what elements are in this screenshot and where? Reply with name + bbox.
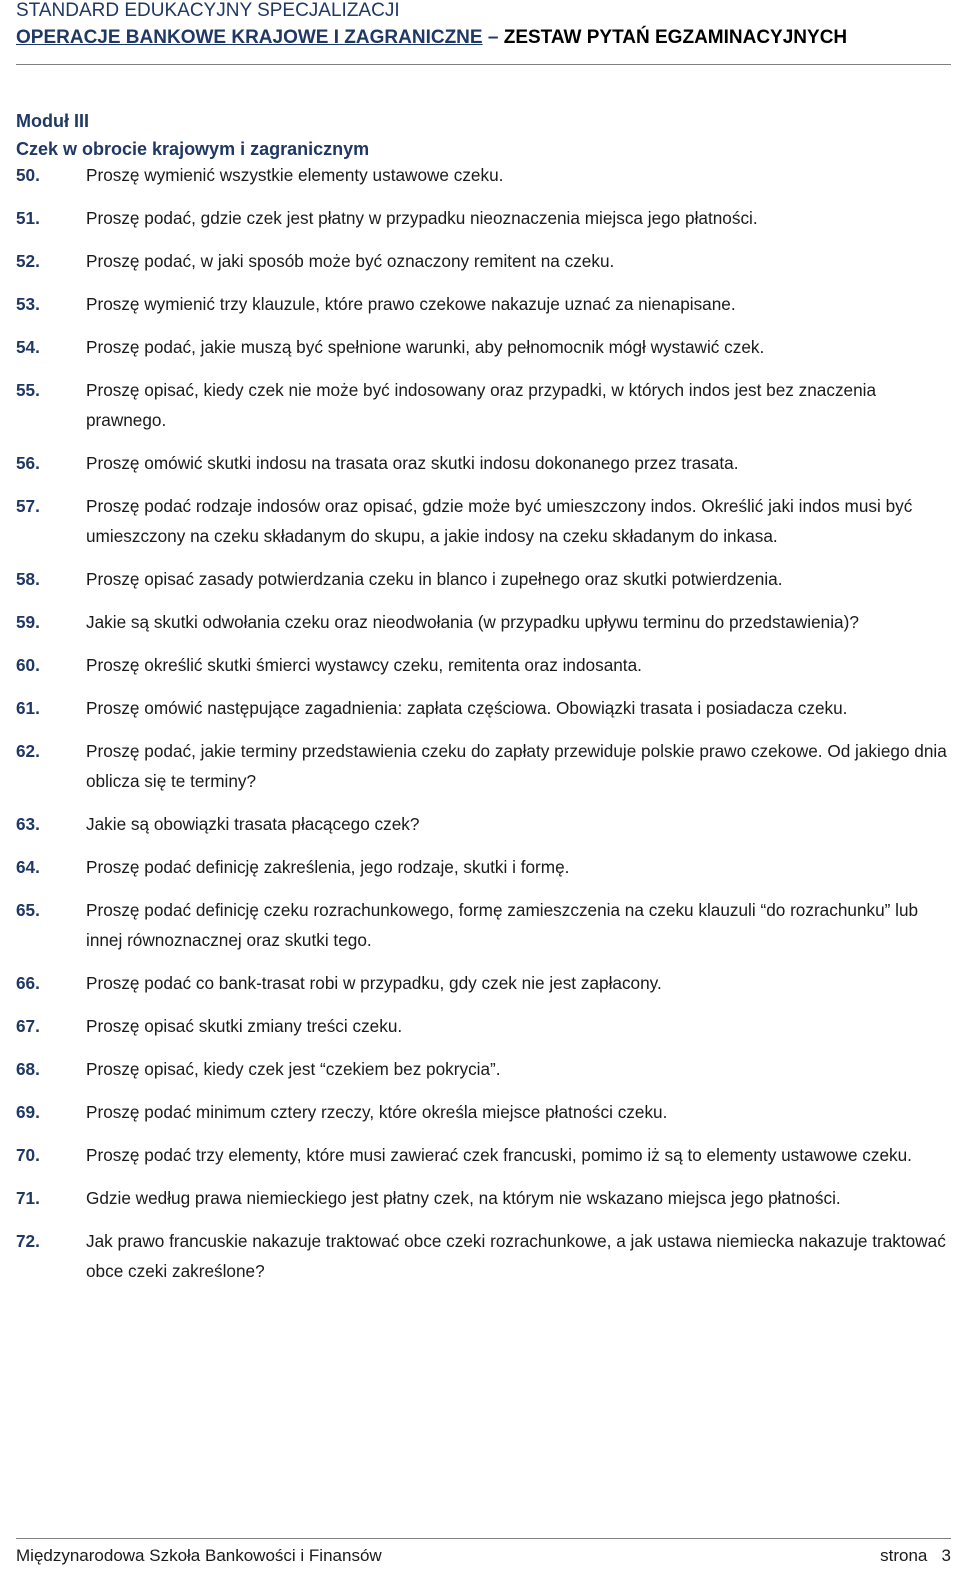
question-text: Proszę omówić następujące zagadnienia: zapłata częściowa. Obowiązki trasata i posiadacza czeku. — [86, 698, 848, 718]
question-number: 51. — [16, 208, 40, 228]
question-text: Proszę opisać skutki zmiany treści czeku. — [86, 1016, 403, 1036]
footer-school-name: Międzynarodowa Szkoła Bankowości i Finansów — [16, 1546, 382, 1565]
question-number: 58. — [16, 569, 40, 589]
question-text: Proszę opisać, kiedy czek jest “czekiem bez pokrycia”. — [86, 1059, 501, 1079]
question-item — [16, 852, 951, 882]
question-text: Proszę podać, jakie muszą być spełnione warunki, aby pełnomocnik mógł wystawić czek. — [86, 337, 765, 357]
question-number: 50. — [16, 165, 40, 185]
footer-page-number: 3 — [941, 1546, 951, 1565]
header-standard-title: STANDARD EDUKACYJNY SPECJALIZACJI — [16, 0, 400, 21]
question-item — [16, 809, 951, 839]
question-number: 53. — [16, 294, 40, 314]
question-text: Proszę wymienić trzy klauzule, które prawo czekowe nakazuje uznać za nienapisane. — [86, 294, 736, 314]
question-number: 54. — [16, 337, 40, 357]
question-text: Proszę podać minimum cztery rzeczy, które określa miejsce płatności czeku. — [86, 1102, 668, 1122]
question-number: 56. — [16, 453, 40, 473]
question-text: Proszę podać co bank-trasat robi w przypadku, gdy czek nie jest zapłacony. — [86, 973, 662, 993]
question-item — [16, 491, 951, 551]
question-item — [16, 332, 951, 362]
question-item — [16, 1054, 951, 1084]
question-text: Proszę podać trzy elementy, które musi zawierać czek francuski, pomimo iż są to elementy ustawowe czeku. — [86, 1145, 912, 1165]
question-item — [16, 736, 951, 796]
question-item — [16, 895, 951, 955]
header-specialization-name: OPERACJE BANKOWE KRAJOWE I ZAGRANICZNE — [16, 27, 483, 48]
question-text: Proszę opisać, kiedy czek nie może być indosowany oraz przypadki, w których indos jest bez znaczenia prawnego. — [86, 380, 877, 430]
question-number: 68. — [16, 1059, 40, 1079]
header-specialization-title — [16, 26, 951, 50]
question-item — [16, 650, 951, 680]
question-number: 69. — [16, 1102, 40, 1122]
question-number: 64. — [16, 857, 40, 877]
question-number: 60. — [16, 655, 40, 675]
page-footer — [16, 1543, 951, 1569]
question-number: 55. — [16, 380, 40, 400]
question-item — [16, 1097, 951, 1127]
question-text: Proszę podać rodzaje indosów oraz opisać, gdzie może być umieszczony indos. Określić jaki indos musi być umieszczony na czeku składanym do skupu, a jakie indosy na czeku składanym do inkasa. — [86, 496, 913, 546]
question-text: Proszę podać definicję czeku rozrachunkowego, formę zamieszczenia na czeku klauzuli “do rozrachunku” lub innej równoznacznej oraz skutki tego. — [86, 900, 919, 950]
question-text: Proszę podać, jakie terminy przedstawienia czeku do zapłaty przewiduje polskie prawo czekowe. Od jakiego dnia oblicza się te terminy? — [86, 741, 947, 791]
page-header — [16, 0, 951, 50]
footer-divider — [16, 1538, 951, 1539]
question-number: 52. — [16, 251, 40, 271]
question-text: Proszę określić skutki śmierci wystawcy czeku, remitenta oraz indosanta. — [86, 655, 642, 675]
question-text: Proszę podać, w jaki sposób może być oznaczony remitent na czeku. — [86, 251, 615, 271]
question-number: 72. — [16, 1231, 40, 1251]
question-item — [16, 203, 951, 233]
question-item — [16, 160, 951, 190]
question-item — [16, 1011, 951, 1041]
question-text: Proszę omówić skutki indosu na trasata oraz skutki indosu dokonanego przez trasata. — [86, 453, 739, 473]
question-item — [16, 564, 951, 594]
header-dash: – — [487, 27, 499, 48]
question-item — [16, 448, 951, 478]
question-item — [16, 375, 951, 435]
question-item — [16, 693, 951, 723]
question-number: 61. — [16, 698, 40, 718]
module-subtitle: Czek w obrocie krajowym i zagranicznym — [16, 139, 370, 159]
question-number: 65. — [16, 900, 40, 920]
question-number: 70. — [16, 1145, 40, 1165]
question-item — [16, 1226, 951, 1286]
footer-page-label: strona — [880, 1546, 928, 1565]
question-number: 63. — [16, 814, 40, 834]
question-text: Jakie są skutki odwołania czeku oraz nieodwołania (w przypadku upływu terminu do przedstawienia)? — [86, 612, 859, 632]
question-text: Proszę podać definicję zakreślenia, jego rodzaje, skutki i formę. — [86, 857, 570, 877]
footer-page-indicator — [880, 1543, 951, 1569]
question-text: Gdzie według prawa niemieckiego jest płatny czek, na którym nie wskazano miejsca jego płatności. — [86, 1188, 841, 1208]
module-heading — [16, 107, 369, 163]
question-item — [16, 1140, 951, 1170]
question-text: Proszę wymienić wszystkie elementy ustawowe czeku. — [86, 165, 504, 185]
question-number: 66. — [16, 973, 40, 993]
question-text: Proszę podać, gdzie czek jest płatny w przypadku nieoznaczenia miejsca jego płatności. — [86, 208, 758, 228]
question-text: Jak prawo francuskie nakazuje traktować obce czeki rozrachunkowe, a jak ustawa niemiecka nakazuje traktować obce czeki zakreślone? — [86, 1231, 946, 1281]
question-number: 67. — [16, 1016, 40, 1036]
question-number: 57. — [16, 496, 40, 516]
question-number: 62. — [16, 741, 40, 761]
question-item — [16, 607, 951, 637]
question-number: 71. — [16, 1188, 40, 1208]
question-text: Proszę opisać zasady potwierdzania czeku in blanco i zupełnego oraz skutki potwierdzenia. — [86, 569, 783, 589]
question-text: Jakie są obowiązki trasata płacącego czek? — [86, 814, 420, 834]
header-exam-set-title: ZESTAW PYTAŃ EGZAMINACYJNYCH — [503, 27, 848, 48]
question-number: 59. — [16, 612, 40, 632]
question-list — [16, 160, 951, 1299]
question-item — [16, 289, 951, 319]
module-title: Moduł III — [16, 111, 89, 131]
header-divider — [16, 64, 951, 65]
question-item — [16, 968, 951, 998]
question-item — [16, 246, 951, 276]
question-item — [16, 1183, 951, 1213]
